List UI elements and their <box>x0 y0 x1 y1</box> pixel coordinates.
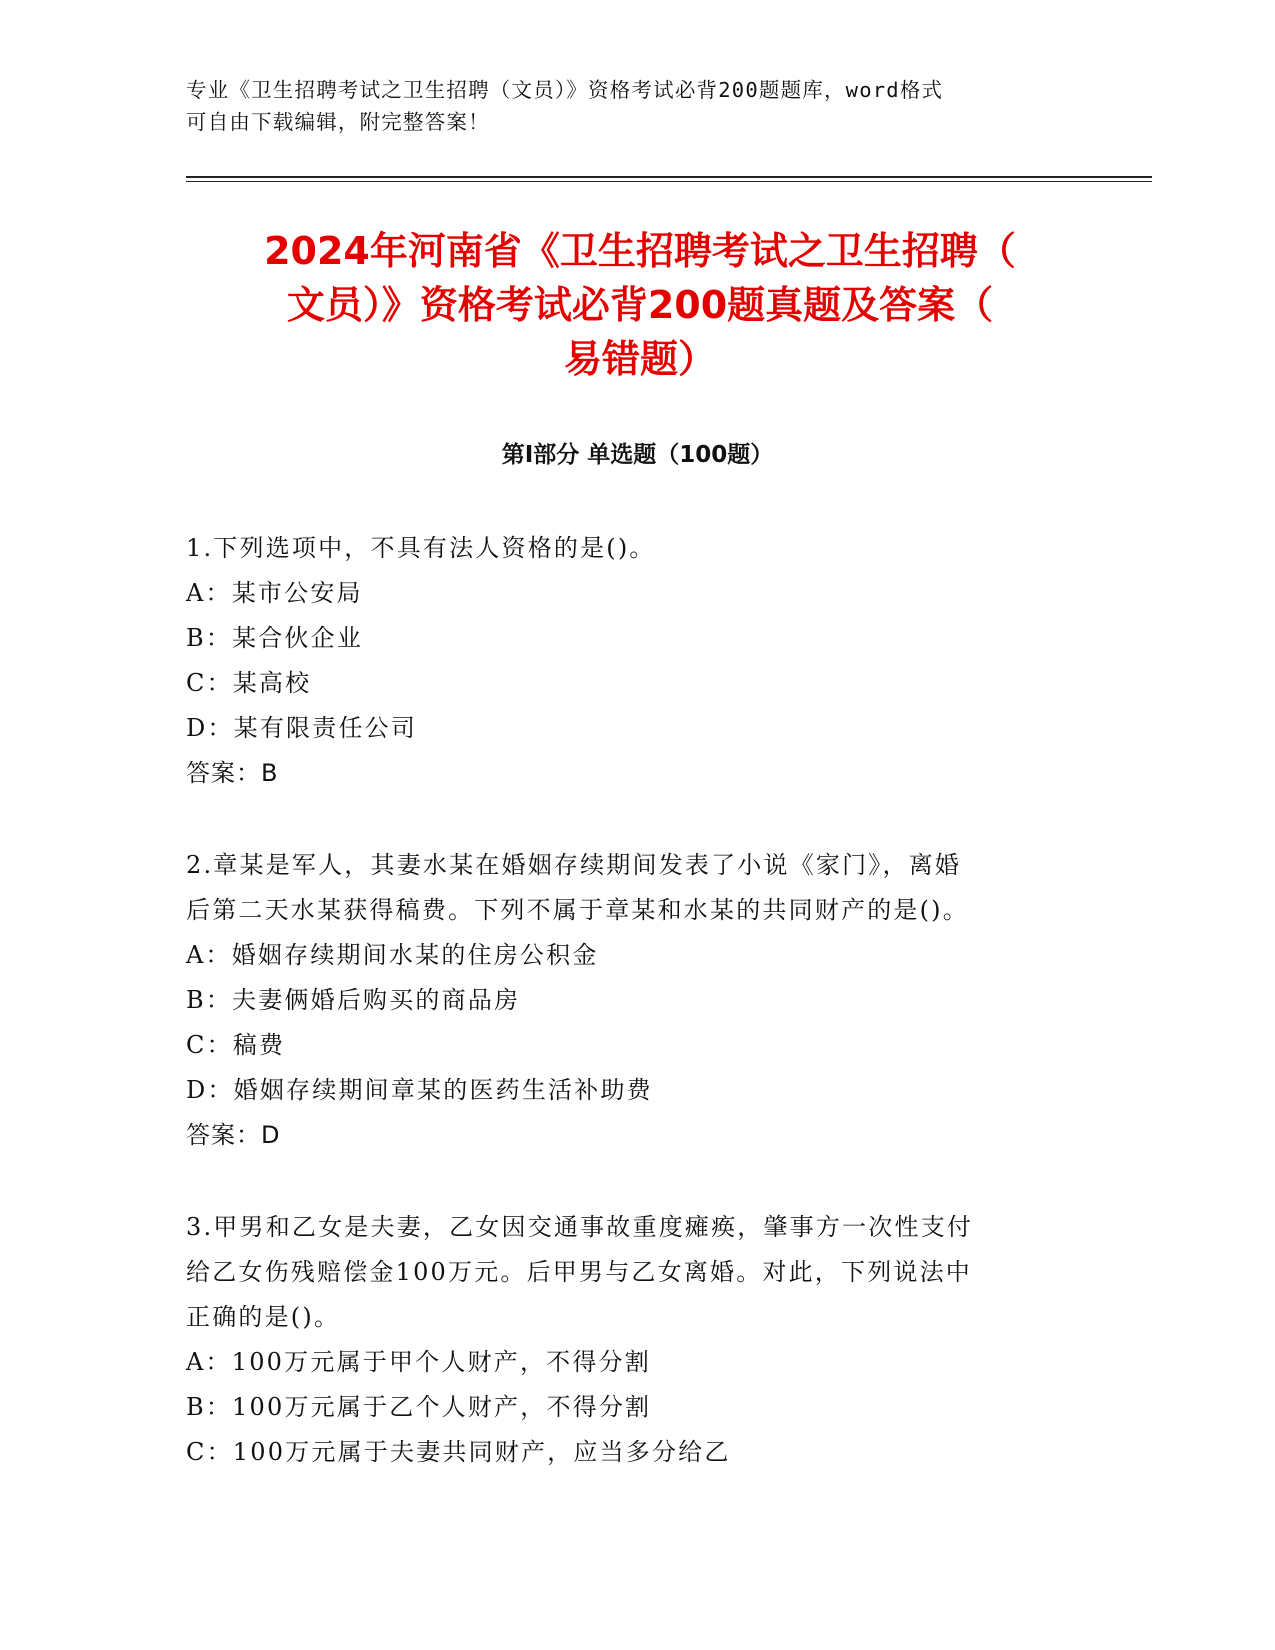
header-note <box>186 74 1066 138</box>
question-option: B：夫妻俩婚后购买的商品房 <box>186 986 521 1014</box>
question-stem: 3.甲男和乙女是夫妻，乙女因交通事故重度瘫痪，肇事方一次性支付 <box>186 1213 974 1241</box>
document-title-line: 易错题） <box>563 337 716 381</box>
question-stem: 2.章某是军人，其妻水某在婚姻存续期间发表了小说《家门》，离婚 <box>186 851 962 879</box>
question-answer: 答案：D <box>186 1121 281 1149</box>
question-option: B：某合伙企业 <box>186 624 364 652</box>
question-stem: 1.下列选项中，不具有法人资格的是()。 <box>186 534 656 562</box>
question-option: C：某高校 <box>186 669 312 697</box>
document-title <box>160 224 1120 386</box>
document-title-line: 2024年河南省《卫生招聘考试之卫生招聘（ <box>264 229 1016 273</box>
header-note-line: 专业《卫生招聘考试之卫生招聘（文员）》资格考试必背200题题库，word格式 <box>186 78 944 102</box>
question-option: D：婚姻存续期间章某的医药生活补助费 <box>186 1076 653 1104</box>
question-block <box>186 1205 1086 1475</box>
question-answer: 答案：B <box>186 759 279 787</box>
question-option: A：100万元属于甲个人财产，不得分割 <box>186 1348 651 1376</box>
question-stem: 给乙女伤残赔偿金100万元。后甲男与乙女离婚。对此，下列说法中 <box>186 1258 973 1286</box>
question-option: C：稿费 <box>186 1031 286 1059</box>
question-stem: 后第二天水某获得稿费。下列不属于章某和水某的共同财产的是()。 <box>186 896 969 924</box>
question-option: D：某有限责任公司 <box>186 714 418 742</box>
document-title-line: 文员）》资格考试必背200题真题及答案（ <box>286 283 994 327</box>
question-option: B：100万元属于乙个人财产，不得分割 <box>186 1393 652 1421</box>
header-divider <box>186 176 1152 178</box>
question-block <box>186 526 1086 796</box>
question-option: C：100万元属于夫妻共同财产，应当多分给乙 <box>186 1438 731 1466</box>
header-divider-thin <box>186 181 1152 182</box>
section-heading: 第Ⅰ部分 单选题（100题） <box>501 442 774 468</box>
question-block <box>186 843 1086 1158</box>
header-note-line: 可自由下载编辑，附完整答案！ <box>186 110 490 134</box>
question-option: A：婚姻存续期间水某的住房公积金 <box>186 941 599 969</box>
question-stem: 正确的是()。 <box>186 1303 341 1331</box>
question-option: A：某市公安局 <box>186 579 363 607</box>
